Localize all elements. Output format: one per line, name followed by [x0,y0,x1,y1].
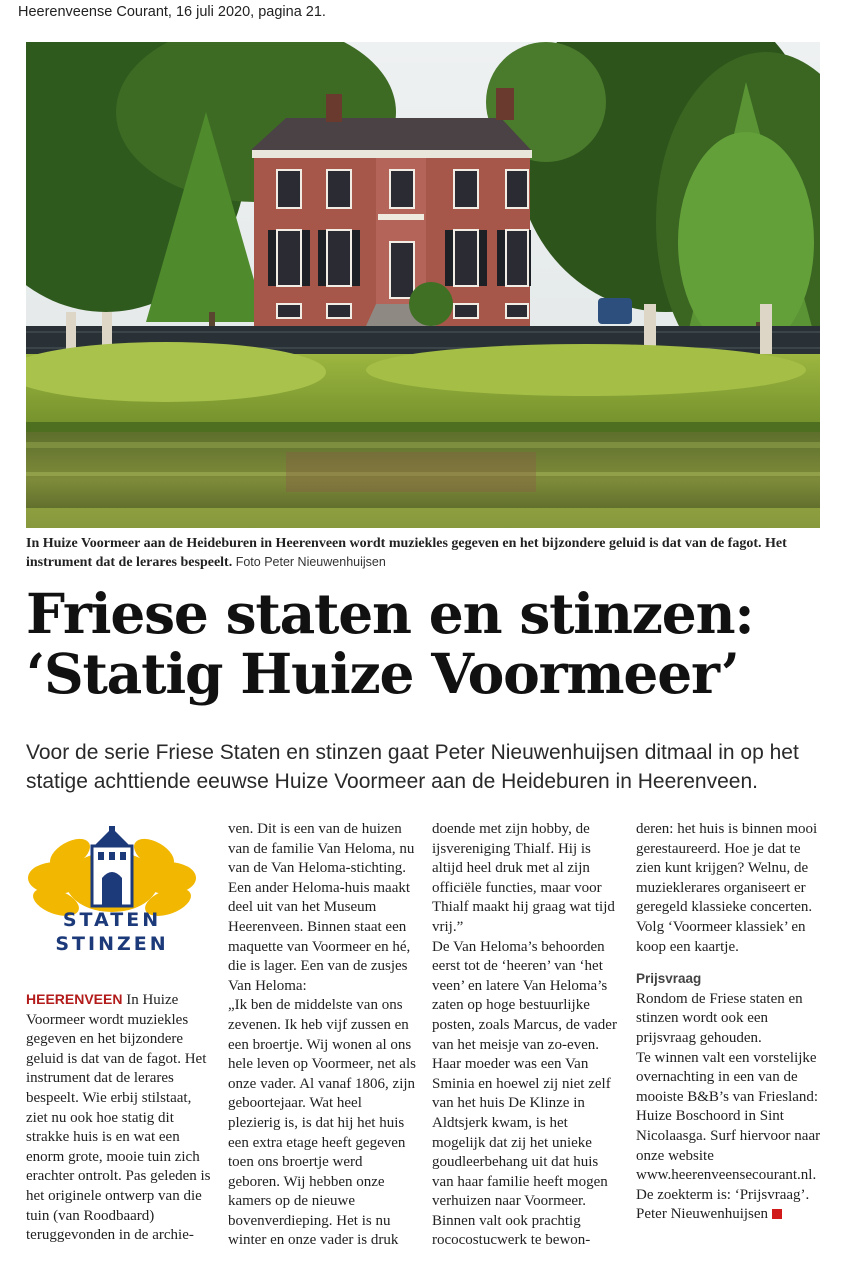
end-square-icon [772,1209,782,1219]
column-4-paragraph-1: deren: het huis is binnen mooi gerestaureerd. Hoe je dat te zien kunt krijgen? Welnu, de muzieklerares organiseert er geregeld klassieke concerten. Volg ‘Voormeer klassiek’ en koop een kaartje. [636,821,818,955]
column-2-paragraph-1: ven. Dit is een van de huizen van de familie Van Heloma, nu van de Van Heloma-stichting. Een ander Heloma-huis maakt deel uit van het Museum Heerenveen. Binnen staat een maquette van Voormeer en hé, die is lager. Een van de zusjes Van Heloma: [228,821,415,994]
article-column-4 [636,820,826,1225]
staten-stinzen-logo [26,826,198,956]
article-intro: Voor de serie Friese Staten en stinzen gaat Peter Nieuwenhuijsen ditmaal in op het statige achttiende eeuwse Huize Voormeer aan de Heideburen in Heerenveen. [26,741,799,793]
column-1-text: In Huize Voormeer wordt muziekles gegeven en het bijzondere geluid is dat van de fagot. Het instrument dat de lerares bespeelt. Wie erbij stilstaat, ziet nu ook hoe statig dit strakke huis is en wat een enorm grote, mooie tuin zich erachter ontrolt. Pas geleden is het originele ontwerp van die tuin (van Roodbaard) teruggevonden in de archie- [26,992,211,1244]
column-2-paragraph-2: „Ik ben de middelste van ons zevenen. Ik heb vijf zussen en een broertje. Wij wonen al ons hele leven op Voormeer, net als onze vader. Al vanaf 1806, zijn geboortejaar. Wat heel plezierig is, is dat hij het huis een extra etage heeft gegeven toen ons broertje werd geboren. Wij hebben onze kamers op de nieuwe bovenverdieping. Het is nu winter en onze vader is druk [228,997,416,1249]
article-column-1 [26,990,216,1246]
headline-line-1: Friese staten en stinzen: [26,581,754,646]
article-column-2 [228,820,418,1251]
masthead: Heerenveense Courant, 16 juli 2020, pagina 21. [18,4,326,20]
column-4-paragraph-2: Rondom de Friese staten en stinzen wordt ook een prijsvraag gehouden. [636,990,803,1046]
house-photo [26,42,820,528]
article-headline [26,581,826,706]
headline-line-2: ‘Statig Huize Voormeer’ [26,641,739,706]
caption-text: In Huize Voormeer aan de Heideburen in Heerenveen wordt muziekles gegeven en het bijzondere geluid is dat van de fagot. Het instrument dat de lerares bespeelt. [26,536,787,570]
article-column-3 [432,820,622,1251]
caption-credit: Foto Peter Nieuwenhuijsen [235,555,386,569]
column-4-paragraph-3: Te winnen valt een vorstelijke overnachting in een van de mooiste B&B’s van Friesland: Huize Boschoord in Sint Nicolaasga. Surf hiervoor naar onze website www.heerenveensecourant.nl. De zoekterm is: ‘Prijsvraag’. [636,1049,821,1203]
photo-caption [26,534,820,572]
column-3-paragraph-1: doende met zijn hobby, de ijsvereniging Thialf. Hij is altijd heel druk met al zijn officiële functies, maar voor Thialf maakt hij graag wat tijd vrij.” [432,821,615,935]
logo-line-1: STATEN [62,909,162,931]
logo-line-2: STINZEN [55,933,169,955]
prijsvraag-subhead: Prijsvraag [636,971,702,987]
author-name: Peter Nieuwenhuijsen [636,1206,769,1223]
column-3-paragraph-2: De Van Heloma’s behoorden eerst tot de ‘heeren’ van ‘het veen’ en latere Van Heloma’s zaten op hoge bestuurlijke posten, zoals Marcus, de vader van het meisje van zo-even. Haar moeder was een Van Sminia en hoewel zij niet zelf van het huis De Klinze in Aldtsjerk kwam, is het mogelijk dat zij het unieke goudleerbehang uit dat huis van haar familie heeft mogen verhuizen naar Voormeer. Binnen valt ook prachtig rococostucwerk te bewon- [432,938,617,1249]
dateline: HEERENVEEN [26,991,123,1007]
